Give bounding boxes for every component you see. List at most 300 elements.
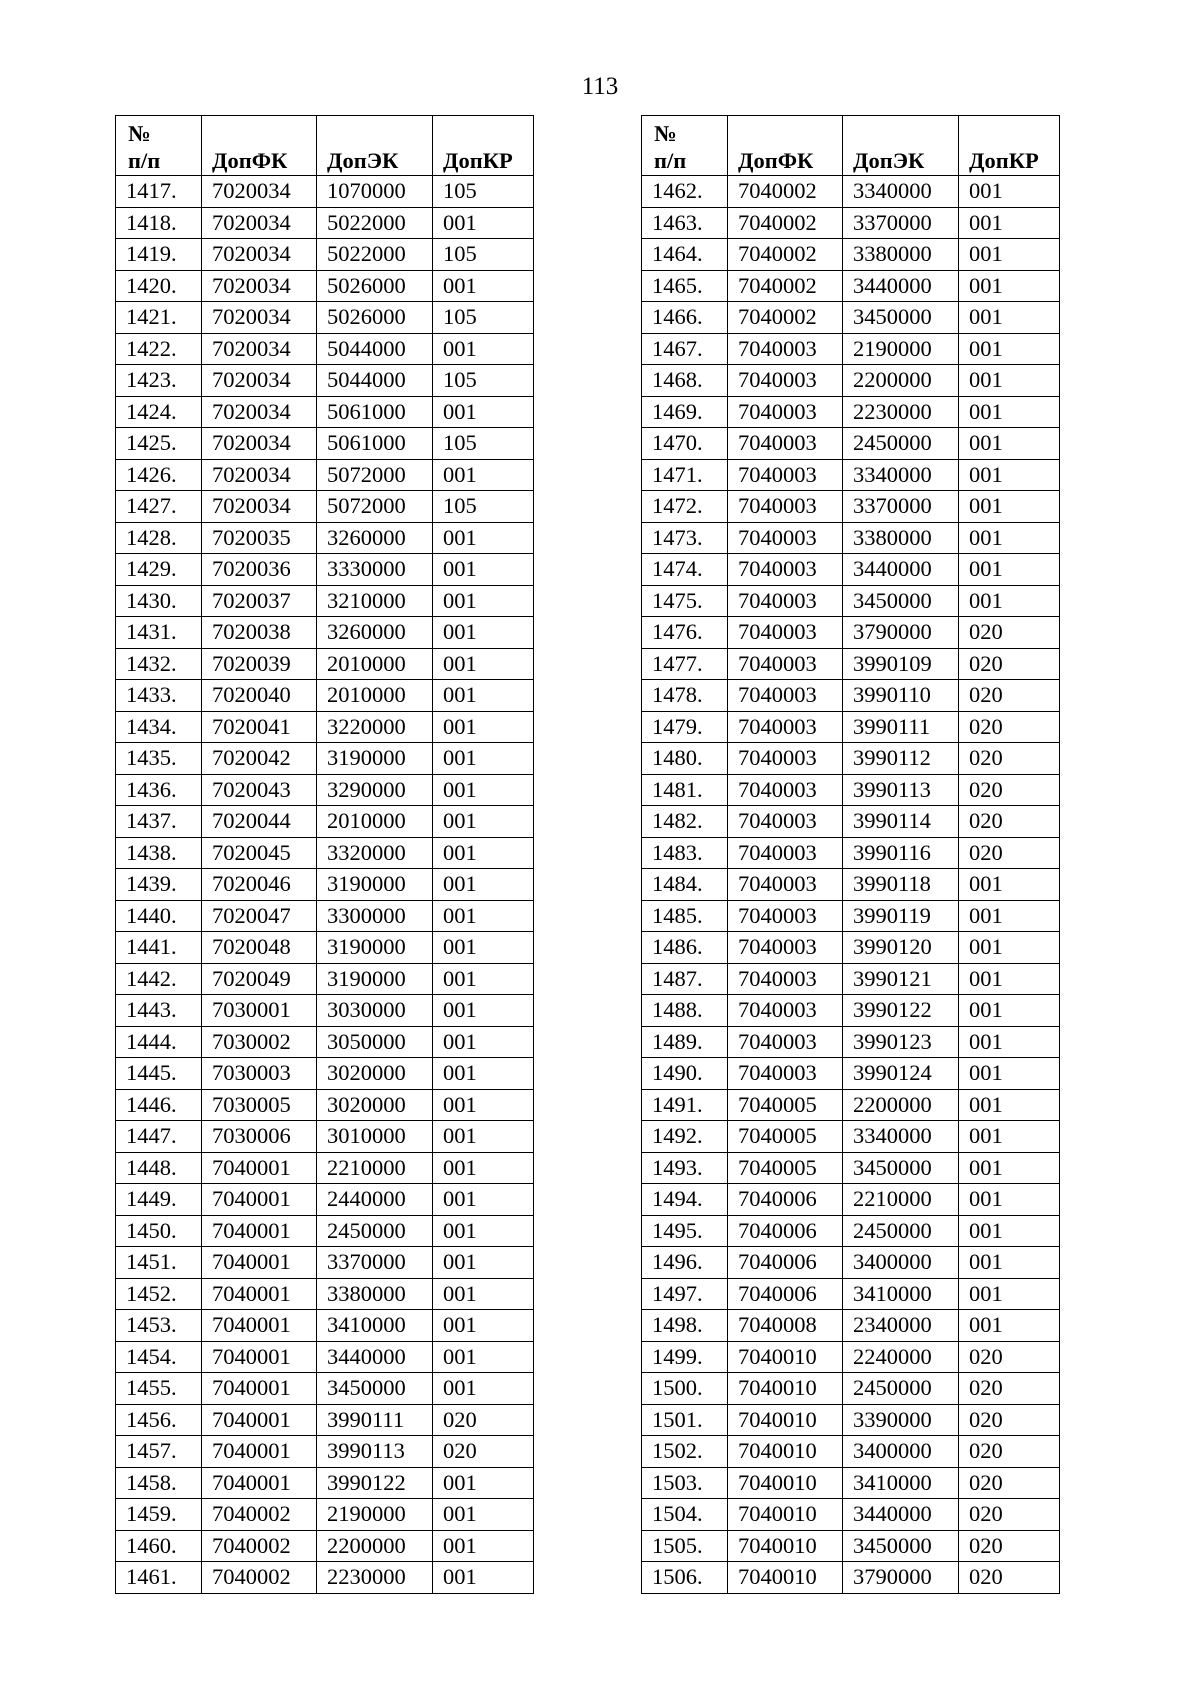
cell-row-number: 1502. bbox=[642, 1436, 728, 1468]
cell-dop-ek: 3990111 bbox=[317, 1404, 433, 1436]
cell-dop-ek: 3220000 bbox=[317, 711, 433, 743]
cell-dop-ek: 3990113 bbox=[317, 1436, 433, 1468]
cell-row-number: 1463. bbox=[642, 207, 728, 239]
table-row bbox=[116, 1530, 534, 1562]
cell-dop-ek: 3440000 bbox=[843, 554, 959, 586]
cell-dop-fk: 7020044 bbox=[202, 806, 317, 838]
cell-row-number: 1442. bbox=[116, 963, 202, 995]
cell-dop-fk: 7030002 bbox=[202, 1026, 317, 1058]
header-dop-ek: ДопЭК bbox=[843, 116, 959, 176]
cell-row-number: 1417. bbox=[116, 176, 202, 208]
cell-row-number: 1471. bbox=[642, 459, 728, 491]
cell-dop-ek: 2200000 bbox=[843, 365, 959, 397]
cell-dop-kr: 001 bbox=[959, 1058, 1060, 1090]
header-dop-kr: ДопКР bbox=[959, 116, 1060, 176]
cell-dop-ek: 2450000 bbox=[843, 1373, 959, 1405]
table-row bbox=[116, 1404, 534, 1436]
cell-dop-kr: 020 bbox=[959, 837, 1060, 869]
table-row bbox=[642, 963, 1060, 995]
cell-row-number: 1436. bbox=[116, 774, 202, 806]
cell-dop-ek: 5061000 bbox=[317, 396, 433, 428]
cell-dop-kr: 001 bbox=[959, 396, 1060, 428]
cell-dop-ek: 3400000 bbox=[843, 1247, 959, 1279]
codes-table-left bbox=[115, 115, 534, 1594]
cell-dop-fk: 7020034 bbox=[202, 302, 317, 334]
cell-dop-kr: 020 bbox=[959, 680, 1060, 712]
cell-dop-fk: 7040003 bbox=[728, 491, 843, 523]
cell-row-number: 1504. bbox=[642, 1499, 728, 1531]
cell-dop-fk: 7040003 bbox=[728, 365, 843, 397]
table-row bbox=[642, 522, 1060, 554]
cell-dop-fk: 7040001 bbox=[202, 1404, 317, 1436]
cell-dop-kr: 001 bbox=[433, 207, 534, 239]
table-row bbox=[642, 774, 1060, 806]
cell-dop-fk: 7030006 bbox=[202, 1121, 317, 1153]
cell-dop-ek: 5072000 bbox=[317, 459, 433, 491]
cell-row-number: 1450. bbox=[116, 1215, 202, 1247]
table-row bbox=[116, 1215, 534, 1247]
cell-dop-fk: 7040002 bbox=[728, 302, 843, 334]
cell-row-number: 1444. bbox=[116, 1026, 202, 1058]
cell-row-number: 1461. bbox=[116, 1562, 202, 1594]
cell-dop-kr: 020 bbox=[959, 1436, 1060, 1468]
cell-dop-ek: 5026000 bbox=[317, 270, 433, 302]
cell-dop-kr: 001 bbox=[433, 396, 534, 428]
cell-dop-fk: 7020034 bbox=[202, 239, 317, 271]
table-row bbox=[116, 365, 534, 397]
cell-dop-kr: 001 bbox=[433, 1310, 534, 1342]
cell-dop-kr: 020 bbox=[959, 1530, 1060, 1562]
table-row bbox=[642, 1184, 1060, 1216]
cell-dop-kr: 020 bbox=[959, 806, 1060, 838]
cell-row-number: 1491. bbox=[642, 1089, 728, 1121]
cell-dop-fk: 7040001 bbox=[202, 1152, 317, 1184]
cell-dop-kr: 001 bbox=[959, 1152, 1060, 1184]
cell-dop-ek: 3450000 bbox=[843, 302, 959, 334]
cell-dop-kr: 020 bbox=[959, 1467, 1060, 1499]
cell-row-number: 1435. bbox=[116, 743, 202, 775]
cell-dop-ek: 3010000 bbox=[317, 1121, 433, 1153]
cell-dop-kr: 001 bbox=[433, 554, 534, 586]
cell-dop-fk: 7020049 bbox=[202, 963, 317, 995]
cell-row-number: 1474. bbox=[642, 554, 728, 586]
table-row bbox=[116, 459, 534, 491]
table-row bbox=[642, 585, 1060, 617]
cell-dop-kr: 001 bbox=[433, 1215, 534, 1247]
cell-dop-kr: 105 bbox=[433, 491, 534, 523]
table-row bbox=[116, 1247, 534, 1279]
cell-dop-kr: 001 bbox=[959, 239, 1060, 271]
cell-dop-ek: 3300000 bbox=[317, 900, 433, 932]
table-row bbox=[116, 774, 534, 806]
table-row bbox=[642, 869, 1060, 901]
cell-dop-fk: 7040003 bbox=[728, 1026, 843, 1058]
cell-row-number: 1440. bbox=[116, 900, 202, 932]
header-number-label: п/п bbox=[128, 148, 161, 173]
cell-dop-fk: 7040001 bbox=[202, 1373, 317, 1405]
cell-row-number: 1487. bbox=[642, 963, 728, 995]
table-row bbox=[642, 1152, 1060, 1184]
cell-dop-kr: 020 bbox=[959, 743, 1060, 775]
table-row bbox=[642, 396, 1060, 428]
cell-dop-ek: 3260000 bbox=[317, 617, 433, 649]
cell-dop-kr: 001 bbox=[433, 1121, 534, 1153]
cell-dop-ek: 2200000 bbox=[317, 1530, 433, 1562]
cell-row-number: 1452. bbox=[116, 1278, 202, 1310]
table-row bbox=[642, 1121, 1060, 1153]
cell-dop-kr: 001 bbox=[433, 1373, 534, 1405]
cell-dop-fk: 7020039 bbox=[202, 648, 317, 680]
cell-dop-ek: 5044000 bbox=[317, 365, 433, 397]
header-dop-ek: ДопЭК bbox=[317, 116, 433, 176]
cell-dop-kr: 020 bbox=[959, 617, 1060, 649]
cell-dop-kr: 001 bbox=[959, 491, 1060, 523]
cell-dop-ek: 3030000 bbox=[317, 995, 433, 1027]
cell-dop-ek: 3450000 bbox=[317, 1373, 433, 1405]
table-header-row bbox=[642, 116, 1060, 176]
cell-dop-kr: 020 bbox=[959, 1373, 1060, 1405]
cell-dop-kr: 001 bbox=[433, 995, 534, 1027]
cell-dop-ek: 3990123 bbox=[843, 1026, 959, 1058]
cell-dop-ek: 3790000 bbox=[843, 1562, 959, 1594]
cell-row-number: 1443. bbox=[116, 995, 202, 1027]
cell-dop-fk: 7020045 bbox=[202, 837, 317, 869]
cell-dop-ek: 3990118 bbox=[843, 869, 959, 901]
cell-dop-ek: 3410000 bbox=[843, 1467, 959, 1499]
cell-dop-fk: 7020034 bbox=[202, 491, 317, 523]
cell-row-number: 1488. bbox=[642, 995, 728, 1027]
cell-dop-ek: 3450000 bbox=[843, 1152, 959, 1184]
cell-dop-ek: 2440000 bbox=[317, 1184, 433, 1216]
cell-dop-kr: 020 bbox=[959, 1499, 1060, 1531]
table-row bbox=[116, 270, 534, 302]
cell-dop-kr: 001 bbox=[959, 1121, 1060, 1153]
header-dop-fk: ДопФК bbox=[202, 116, 317, 176]
cell-dop-kr: 020 bbox=[433, 1404, 534, 1436]
cell-dop-fk: 7040001 bbox=[202, 1436, 317, 1468]
table-row bbox=[642, 365, 1060, 397]
cell-dop-fk: 7040003 bbox=[728, 963, 843, 995]
cell-dop-fk: 7040006 bbox=[728, 1247, 843, 1279]
table-row bbox=[642, 837, 1060, 869]
cell-dop-fk: 7040010 bbox=[728, 1436, 843, 1468]
cell-dop-kr: 001 bbox=[433, 900, 534, 932]
cell-row-number: 1457. bbox=[116, 1436, 202, 1468]
cell-dop-kr: 001 bbox=[959, 932, 1060, 964]
cell-dop-kr: 001 bbox=[959, 1089, 1060, 1121]
cell-dop-ek: 5072000 bbox=[317, 491, 433, 523]
cell-dop-ek: 3990109 bbox=[843, 648, 959, 680]
cell-row-number: 1447. bbox=[116, 1121, 202, 1153]
cell-dop-kr: 001 bbox=[959, 995, 1060, 1027]
cell-dop-kr: 020 bbox=[959, 711, 1060, 743]
cell-row-number: 1446. bbox=[116, 1089, 202, 1121]
cell-dop-fk: 7020034 bbox=[202, 396, 317, 428]
cell-dop-kr: 001 bbox=[959, 900, 1060, 932]
table-row bbox=[116, 680, 534, 712]
cell-dop-fk: 7040003 bbox=[728, 995, 843, 1027]
cell-dop-ek: 3390000 bbox=[843, 1404, 959, 1436]
cell-dop-fk: 7040010 bbox=[728, 1530, 843, 1562]
cell-dop-fk: 7020035 bbox=[202, 522, 317, 554]
cell-dop-ek: 2230000 bbox=[317, 1562, 433, 1594]
cell-dop-fk: 7040001 bbox=[202, 1341, 317, 1373]
cell-row-number: 1454. bbox=[116, 1341, 202, 1373]
cell-dop-fk: 7030001 bbox=[202, 995, 317, 1027]
cell-dop-fk: 7020048 bbox=[202, 932, 317, 964]
cell-row-number: 1470. bbox=[642, 428, 728, 460]
cell-row-number: 1441. bbox=[116, 932, 202, 964]
cell-dop-fk: 7040001 bbox=[202, 1278, 317, 1310]
table-row bbox=[642, 743, 1060, 775]
table-row bbox=[116, 1436, 534, 1468]
table-row bbox=[116, 428, 534, 460]
table-row bbox=[116, 1373, 534, 1405]
cell-dop-ek: 2190000 bbox=[843, 333, 959, 365]
cell-dop-kr: 001 bbox=[433, 1499, 534, 1531]
cell-dop-kr: 001 bbox=[433, 1247, 534, 1279]
cell-dop-fk: 7040003 bbox=[728, 743, 843, 775]
cell-row-number: 1505. bbox=[642, 1530, 728, 1562]
table-row bbox=[642, 1247, 1060, 1279]
cell-row-number: 1476. bbox=[642, 617, 728, 649]
cell-dop-kr: 001 bbox=[433, 1278, 534, 1310]
table-row bbox=[116, 1026, 534, 1058]
codes-table-right bbox=[641, 115, 1060, 1594]
table-row bbox=[642, 1026, 1060, 1058]
header-dop-kr: ДопКР bbox=[433, 116, 534, 176]
cell-dop-fk: 7040002 bbox=[202, 1530, 317, 1562]
cell-dop-fk: 7040003 bbox=[728, 806, 843, 838]
cell-row-number: 1459. bbox=[116, 1499, 202, 1531]
table-row bbox=[642, 207, 1060, 239]
table-row bbox=[116, 522, 534, 554]
cell-row-number: 1424. bbox=[116, 396, 202, 428]
cell-dop-kr: 001 bbox=[959, 585, 1060, 617]
header-row-number bbox=[642, 116, 728, 176]
cell-dop-fk: 7020034 bbox=[202, 207, 317, 239]
cell-dop-kr: 020 bbox=[959, 774, 1060, 806]
cell-dop-kr: 001 bbox=[433, 932, 534, 964]
cell-dop-fk: 7040001 bbox=[202, 1310, 317, 1342]
cell-dop-ek: 3190000 bbox=[317, 869, 433, 901]
cell-dop-ek: 3990122 bbox=[843, 995, 959, 1027]
cell-dop-kr: 001 bbox=[959, 1215, 1060, 1247]
cell-dop-kr: 001 bbox=[959, 1310, 1060, 1342]
cell-dop-ek: 2340000 bbox=[843, 1310, 959, 1342]
table-row bbox=[116, 1089, 534, 1121]
page-number: 113 bbox=[581, 73, 619, 100]
cell-row-number: 1483. bbox=[642, 837, 728, 869]
cell-dop-fk: 7040001 bbox=[202, 1184, 317, 1216]
cell-dop-kr: 001 bbox=[959, 1026, 1060, 1058]
cell-dop-kr: 001 bbox=[433, 1530, 534, 1562]
cell-row-number: 1464. bbox=[642, 239, 728, 271]
table-row bbox=[642, 1058, 1060, 1090]
table-row bbox=[116, 1058, 534, 1090]
cell-dop-kr: 001 bbox=[433, 648, 534, 680]
cell-dop-kr: 001 bbox=[433, 963, 534, 995]
cell-row-number: 1458. bbox=[116, 1467, 202, 1499]
cell-row-number: 1422. bbox=[116, 333, 202, 365]
cell-row-number: 1439. bbox=[116, 869, 202, 901]
cell-dop-fk: 7040003 bbox=[728, 396, 843, 428]
cell-dop-fk: 7040002 bbox=[728, 270, 843, 302]
cell-row-number: 1456. bbox=[116, 1404, 202, 1436]
cell-dop-fk: 7040003 bbox=[728, 428, 843, 460]
cell-dop-kr: 001 bbox=[959, 1184, 1060, 1216]
cell-dop-fk: 7020034 bbox=[202, 270, 317, 302]
cell-dop-kr: 001 bbox=[959, 963, 1060, 995]
cell-dop-kr: 001 bbox=[433, 711, 534, 743]
cell-dop-ek: 3370000 bbox=[317, 1247, 433, 1279]
cell-dop-kr: 001 bbox=[959, 1278, 1060, 1310]
cell-dop-fk: 7040006 bbox=[728, 1278, 843, 1310]
cell-dop-ek: 2010000 bbox=[317, 648, 433, 680]
table-row bbox=[642, 1215, 1060, 1247]
cell-dop-ek: 2010000 bbox=[317, 680, 433, 712]
cell-row-number: 1451. bbox=[116, 1247, 202, 1279]
cell-dop-ek: 2230000 bbox=[843, 396, 959, 428]
header-number-sign: № bbox=[128, 121, 151, 146]
cell-dop-fk: 7040005 bbox=[728, 1089, 843, 1121]
cell-dop-fk: 7020042 bbox=[202, 743, 317, 775]
cell-dop-kr: 001 bbox=[959, 522, 1060, 554]
cell-dop-fk: 7040002 bbox=[728, 207, 843, 239]
cell-dop-ek: 3190000 bbox=[317, 743, 433, 775]
cell-row-number: 1428. bbox=[116, 522, 202, 554]
cell-dop-ek: 3020000 bbox=[317, 1089, 433, 1121]
cell-dop-fk: 7040002 bbox=[202, 1499, 317, 1531]
table-row bbox=[642, 648, 1060, 680]
table-row bbox=[642, 459, 1060, 491]
table-row bbox=[642, 995, 1060, 1027]
table-row bbox=[642, 1310, 1060, 1342]
cell-dop-ek: 5044000 bbox=[317, 333, 433, 365]
cell-dop-kr: 001 bbox=[959, 176, 1060, 208]
cell-dop-fk: 7040003 bbox=[728, 585, 843, 617]
cell-dop-ek: 3990124 bbox=[843, 1058, 959, 1090]
table-row bbox=[116, 869, 534, 901]
cell-dop-fk: 7020034 bbox=[202, 459, 317, 491]
cell-row-number: 1455. bbox=[116, 1373, 202, 1405]
cell-dop-kr: 105 bbox=[433, 428, 534, 460]
cell-dop-kr: 001 bbox=[433, 1152, 534, 1184]
cell-dop-ek: 2450000 bbox=[317, 1215, 433, 1247]
cell-dop-kr: 001 bbox=[433, 1026, 534, 1058]
table-row bbox=[116, 900, 534, 932]
cell-dop-ek: 3990116 bbox=[843, 837, 959, 869]
cell-dop-fk: 7040003 bbox=[728, 617, 843, 649]
cell-row-number: 1468. bbox=[642, 365, 728, 397]
cell-dop-fk: 7040003 bbox=[728, 680, 843, 712]
table-row bbox=[116, 554, 534, 586]
cell-dop-ek: 5022000 bbox=[317, 207, 433, 239]
cell-row-number: 1420. bbox=[116, 270, 202, 302]
cell-dop-fk: 7020034 bbox=[202, 176, 317, 208]
cell-dop-kr: 001 bbox=[959, 428, 1060, 460]
cell-dop-fk: 7020046 bbox=[202, 869, 317, 901]
cell-row-number: 1432. bbox=[116, 648, 202, 680]
cell-dop-fk: 7020037 bbox=[202, 585, 317, 617]
cell-dop-ek: 3990119 bbox=[843, 900, 959, 932]
cell-dop-ek: 1070000 bbox=[317, 176, 433, 208]
cell-row-number: 1418. bbox=[116, 207, 202, 239]
cell-dop-kr: 001 bbox=[959, 1247, 1060, 1279]
cell-row-number: 1467. bbox=[642, 333, 728, 365]
cell-dop-fk: 7020034 bbox=[202, 428, 317, 460]
cell-row-number: 1499. bbox=[642, 1341, 728, 1373]
cell-dop-ek: 3340000 bbox=[843, 459, 959, 491]
cell-dop-fk: 7040003 bbox=[728, 522, 843, 554]
cell-dop-kr: 001 bbox=[959, 207, 1060, 239]
cell-row-number: 1495. bbox=[642, 1215, 728, 1247]
table-row bbox=[116, 1562, 534, 1594]
cell-dop-ek: 3340000 bbox=[843, 176, 959, 208]
cell-dop-ek: 3440000 bbox=[317, 1341, 433, 1373]
cell-dop-ek: 3410000 bbox=[317, 1310, 433, 1342]
cell-dop-fk: 7040003 bbox=[728, 711, 843, 743]
header-number-sign: № bbox=[654, 121, 677, 146]
cell-dop-fk: 7020040 bbox=[202, 680, 317, 712]
cell-dop-ek: 3370000 bbox=[843, 207, 959, 239]
header-number-label: п/п bbox=[654, 148, 687, 173]
table-row bbox=[116, 711, 534, 743]
cell-dop-ek: 3320000 bbox=[317, 837, 433, 869]
table-row bbox=[642, 1499, 1060, 1531]
cell-row-number: 1506. bbox=[642, 1562, 728, 1594]
cell-dop-kr: 001 bbox=[433, 617, 534, 649]
cell-row-number: 1484. bbox=[642, 869, 728, 901]
table-row bbox=[642, 333, 1060, 365]
cell-dop-fk: 7020034 bbox=[202, 333, 317, 365]
cell-dop-ek: 5022000 bbox=[317, 239, 433, 271]
table-body-right bbox=[642, 176, 1060, 1594]
table-row bbox=[642, 554, 1060, 586]
cell-row-number: 1462. bbox=[642, 176, 728, 208]
cell-dop-fk: 7040003 bbox=[728, 837, 843, 869]
cell-dop-ek: 3290000 bbox=[317, 774, 433, 806]
cell-dop-fk: 7040001 bbox=[202, 1247, 317, 1279]
table-row bbox=[642, 1562, 1060, 1594]
cell-dop-fk: 7040010 bbox=[728, 1562, 843, 1594]
cell-dop-kr: 020 bbox=[959, 648, 1060, 680]
cell-row-number: 1481. bbox=[642, 774, 728, 806]
cell-dop-kr: 001 bbox=[959, 365, 1060, 397]
table-row bbox=[116, 1499, 534, 1531]
cell-dop-kr: 001 bbox=[433, 1341, 534, 1373]
cell-row-number: 1493. bbox=[642, 1152, 728, 1184]
cell-dop-fk: 7040002 bbox=[728, 176, 843, 208]
cell-dop-ek: 3380000 bbox=[843, 522, 959, 554]
table-row bbox=[116, 585, 534, 617]
cell-row-number: 1497. bbox=[642, 1278, 728, 1310]
table-row bbox=[642, 176, 1060, 208]
cell-dop-fk: 7040003 bbox=[728, 554, 843, 586]
table-row bbox=[642, 239, 1060, 271]
cell-row-number: 1496. bbox=[642, 1247, 728, 1279]
table-row bbox=[642, 1089, 1060, 1121]
table-row bbox=[116, 239, 534, 271]
cell-dop-fk: 7040010 bbox=[728, 1467, 843, 1499]
header-dop-fk: ДопФК bbox=[728, 116, 843, 176]
cell-row-number: 1490. bbox=[642, 1058, 728, 1090]
cell-row-number: 1437. bbox=[116, 806, 202, 838]
cell-dop-ek: 3790000 bbox=[843, 617, 959, 649]
cell-dop-ek: 3190000 bbox=[317, 963, 433, 995]
cell-dop-kr: 001 bbox=[433, 1184, 534, 1216]
cell-dop-ek: 3990121 bbox=[843, 963, 959, 995]
